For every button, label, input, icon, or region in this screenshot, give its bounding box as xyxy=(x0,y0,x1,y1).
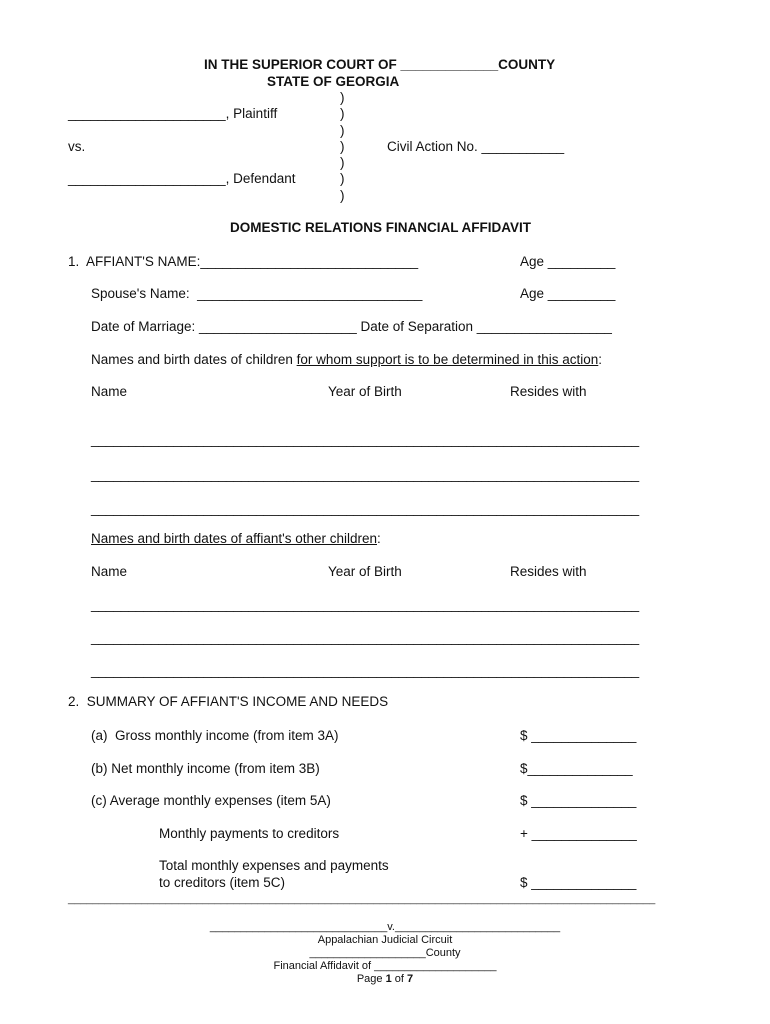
avg-expenses-label: (c) Average monthly expenses (item 5A) xyxy=(91,793,331,808)
footer-county[interactable]: ___________________County xyxy=(309,947,461,959)
other-child-entry-line[interactable]: _________________________________________________________________________ xyxy=(91,663,640,678)
state-heading: STATE OF GEORGIA xyxy=(267,74,400,89)
avg-expenses-amount[interactable]: $ ______________ xyxy=(520,793,637,808)
spouse-age-field[interactable]: Age _________ xyxy=(520,286,616,301)
page-current: 1 xyxy=(385,973,392,985)
defendant-line[interactable]: _____________________, Defendant xyxy=(68,171,296,186)
col-header-name: Name xyxy=(91,564,128,579)
other-child-entry-line[interactable]: _________________________________________________________________________ xyxy=(91,630,640,645)
plaintiff-line[interactable]: _____________________, Plaintiff xyxy=(68,106,278,121)
total-label-line1: Total monthly expenses and payments xyxy=(159,858,389,873)
footer-circuit: Appalachian Judicial Circuit xyxy=(317,934,453,946)
creditors-amount[interactable]: + ______________ xyxy=(520,826,637,841)
children-intro-suffix: : xyxy=(598,352,603,367)
page-mid: of xyxy=(391,973,408,985)
other-children-intro xyxy=(91,531,381,546)
page-prefix: Page xyxy=(356,973,386,985)
paren: ) xyxy=(340,139,345,154)
total-amount[interactable]: $ ______________ xyxy=(520,875,637,890)
other-children-suffix: : xyxy=(377,531,381,546)
paren: ) xyxy=(340,188,345,203)
children-intro xyxy=(91,352,602,367)
paren: ) xyxy=(340,123,345,138)
child-entry-line[interactable]: _________________________________________________________________________ xyxy=(91,501,640,516)
spouse-name-field[interactable]: Spouse's Name: ______________________________ xyxy=(91,286,423,301)
court-heading: IN THE SUPERIOR COURT OF _____________COUNTY xyxy=(204,57,556,72)
marriage-separation-dates[interactable]: Date of Marriage: _____________________ Date of Separation __________________ xyxy=(91,319,612,334)
paren: ) xyxy=(340,155,345,170)
col-header-resides: Resides with xyxy=(510,384,587,399)
paren: ) xyxy=(340,90,345,105)
vs-label: vs. xyxy=(68,139,86,154)
affiant-age-field[interactable]: Age _________ xyxy=(520,254,616,269)
child-entry-line[interactable]: _________________________________________________________________________ xyxy=(91,467,640,482)
footer-case-line[interactable]: _____________________________v.___________________________ xyxy=(209,921,561,933)
page-total: 7 xyxy=(407,973,414,985)
net-income-label: (b) Net monthly income (from item 3B) xyxy=(91,761,320,776)
footer-divider: ________________________________________________________________________________________________ xyxy=(68,893,656,905)
civil-action-field[interactable]: Civil Action No. ___________ xyxy=(387,139,565,154)
total-label-line2: to creditors (item 5C) xyxy=(159,875,286,890)
children-intro-underlined: for whom support is to be determined in this action xyxy=(296,352,599,367)
paren: ) xyxy=(340,106,345,121)
gross-income-label: (a) Gross monthly income (from item 3A) xyxy=(91,728,339,743)
affiant-name-field[interactable]: 1. AFFIANT'S NAME:_____________________________ xyxy=(68,254,419,269)
other-child-entry-line[interactable]: _________________________________________________________________________ xyxy=(91,597,640,612)
children-intro-prefix: Names and birth dates of children xyxy=(91,352,297,367)
col-header-year: Year of Birth xyxy=(328,384,402,399)
other-children-underlined: Names and birth dates of affiant's other children xyxy=(91,531,377,546)
page-number xyxy=(0,973,770,985)
child-entry-line[interactable]: _________________________________________________________________________ xyxy=(91,432,640,447)
col-header-name: Name xyxy=(91,384,128,399)
document-title: DOMESTIC RELATIONS FINANCIAL AFFIDAVIT xyxy=(230,220,531,235)
col-header-year: Year of Birth xyxy=(328,564,402,579)
paren: ) xyxy=(340,171,345,186)
section2-heading: 2. SUMMARY OF AFFIANT'S INCOME AND NEEDS xyxy=(68,694,389,709)
footer-affidavit-of[interactable]: Financial Affidavit of ____________________ xyxy=(273,960,497,972)
net-income-amount[interactable]: $______________ xyxy=(520,761,633,776)
creditors-label: Monthly payments to creditors xyxy=(159,826,340,841)
col-header-resides: Resides with xyxy=(510,564,587,579)
gross-income-amount[interactable]: $ ______________ xyxy=(520,728,637,743)
